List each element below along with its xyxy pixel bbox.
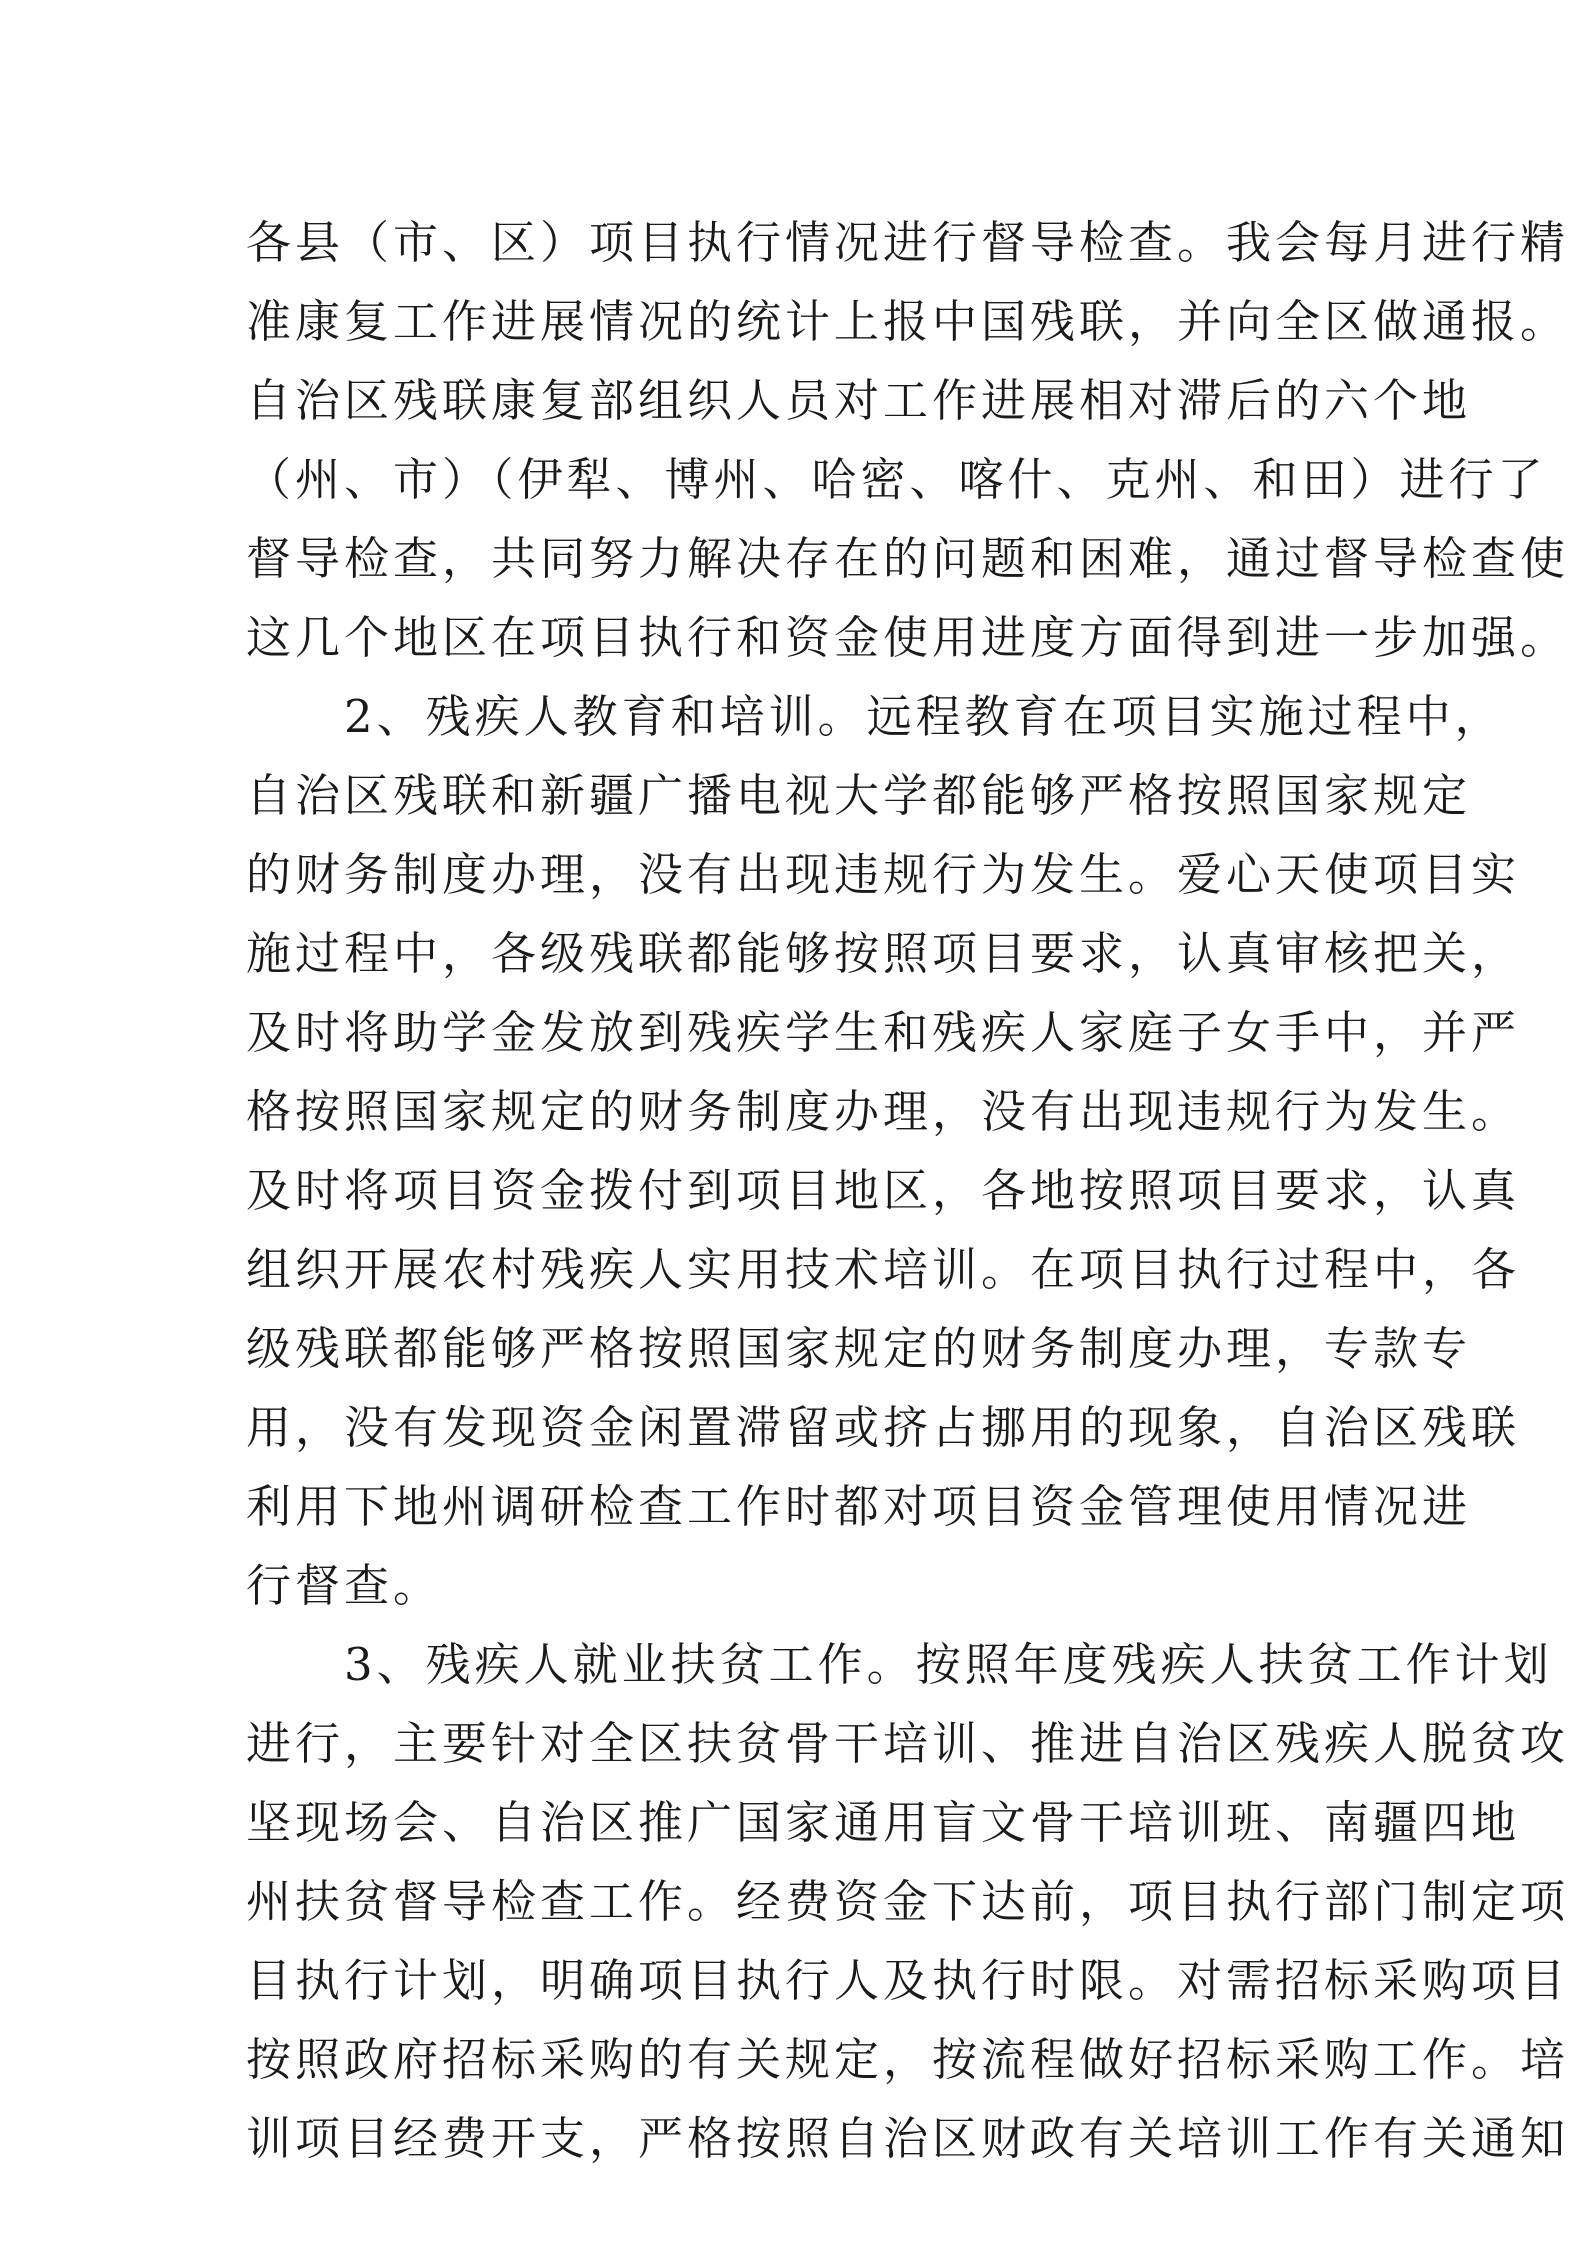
text-line: 训项目经费开支，严格按照自治区财政有关培训工作有关通知 bbox=[246, 2112, 1570, 2165]
text-line: 督导检查，共同努力解决存在的问题和困难，通过督导检查使 bbox=[246, 532, 1570, 585]
text-line: 级残联都能够严格按照国家规定的财务制度办理，专款专 bbox=[246, 1322, 1472, 1375]
text-line: （州、市）（伊犁、博州、哈密、喀什、克州、和田）进行了 bbox=[246, 453, 1547, 506]
text-line: 行督查。 bbox=[246, 1559, 443, 1612]
text-line: 这几个地区在项目执行和资金使用进度方面得到进一步加强。 bbox=[246, 611, 1570, 664]
text-line: 施过程中，各级残联都能够按照项目要求，认真审核把关， bbox=[246, 927, 1521, 980]
text-line: 州扶贫督导检查工作。经费资金下达前，项目执行部门制定项 bbox=[246, 1875, 1570, 1928]
body-text bbox=[246, 203, 1570, 2178]
text-line: 坚现场会、自治区推广国家通用盲文骨干培训班、南疆四地 bbox=[246, 1796, 1521, 1849]
text-line: 各县（市、区）项目执行情况进行督导检查。我会每月进行精 bbox=[246, 216, 1570, 269]
text-line: 及时将助学金发放到残疾学生和残疾人家庭子女手中，并严 bbox=[246, 1006, 1521, 1059]
text-line: 进行，主要针对全区扶贫骨干培训、推进自治区残疾人脱贫攻 bbox=[246, 1717, 1570, 1770]
text-line: 的财务制度办理，没有出现违规行为发生。爱心天使项目实 bbox=[246, 848, 1521, 901]
text-line: 用，没有发现资金闲置滞留或挤占挪用的现象，自治区残联 bbox=[246, 1401, 1521, 1454]
text-line: 利用下地州调研检查工作时都对项目资金管理使用情况进 bbox=[246, 1480, 1472, 1533]
text-line: 目执行计划，明确项目执行人及执行时限。对需招标采购项目 bbox=[246, 1954, 1570, 2007]
text-line: 准康复工作进展情况的统计上报中国残联，并向全区做通报。 bbox=[246, 295, 1570, 348]
text-line: 按照政府招标采购的有关规定，按流程做好招标采购工作。培 bbox=[246, 2033, 1570, 2086]
text-line: 自治区残联康复部组织人员对工作进展相对滞后的六个地 bbox=[246, 374, 1472, 427]
text-line: 格按照国家规定的财务制度办理，没有出现违规行为发生。 bbox=[246, 1085, 1521, 1138]
text-line: 及时将项目资金拨付到项目地区，各地按照项目要求，认真 bbox=[246, 1164, 1521, 1217]
text-line: 组织开展农村残疾人实用技术培训。在项目执行过程中，各 bbox=[246, 1243, 1521, 1296]
text-line: 3、残疾人就业扶贫工作。按照年度残疾人扶贫工作计划 bbox=[246, 1638, 1553, 1691]
text-line: 2、残疾人教育和培训。远程教育在项目实施过程中， bbox=[246, 690, 1504, 743]
text-line: 自治区残联和新疆广播电视大学都能够严格按照国家规定 bbox=[246, 769, 1472, 822]
